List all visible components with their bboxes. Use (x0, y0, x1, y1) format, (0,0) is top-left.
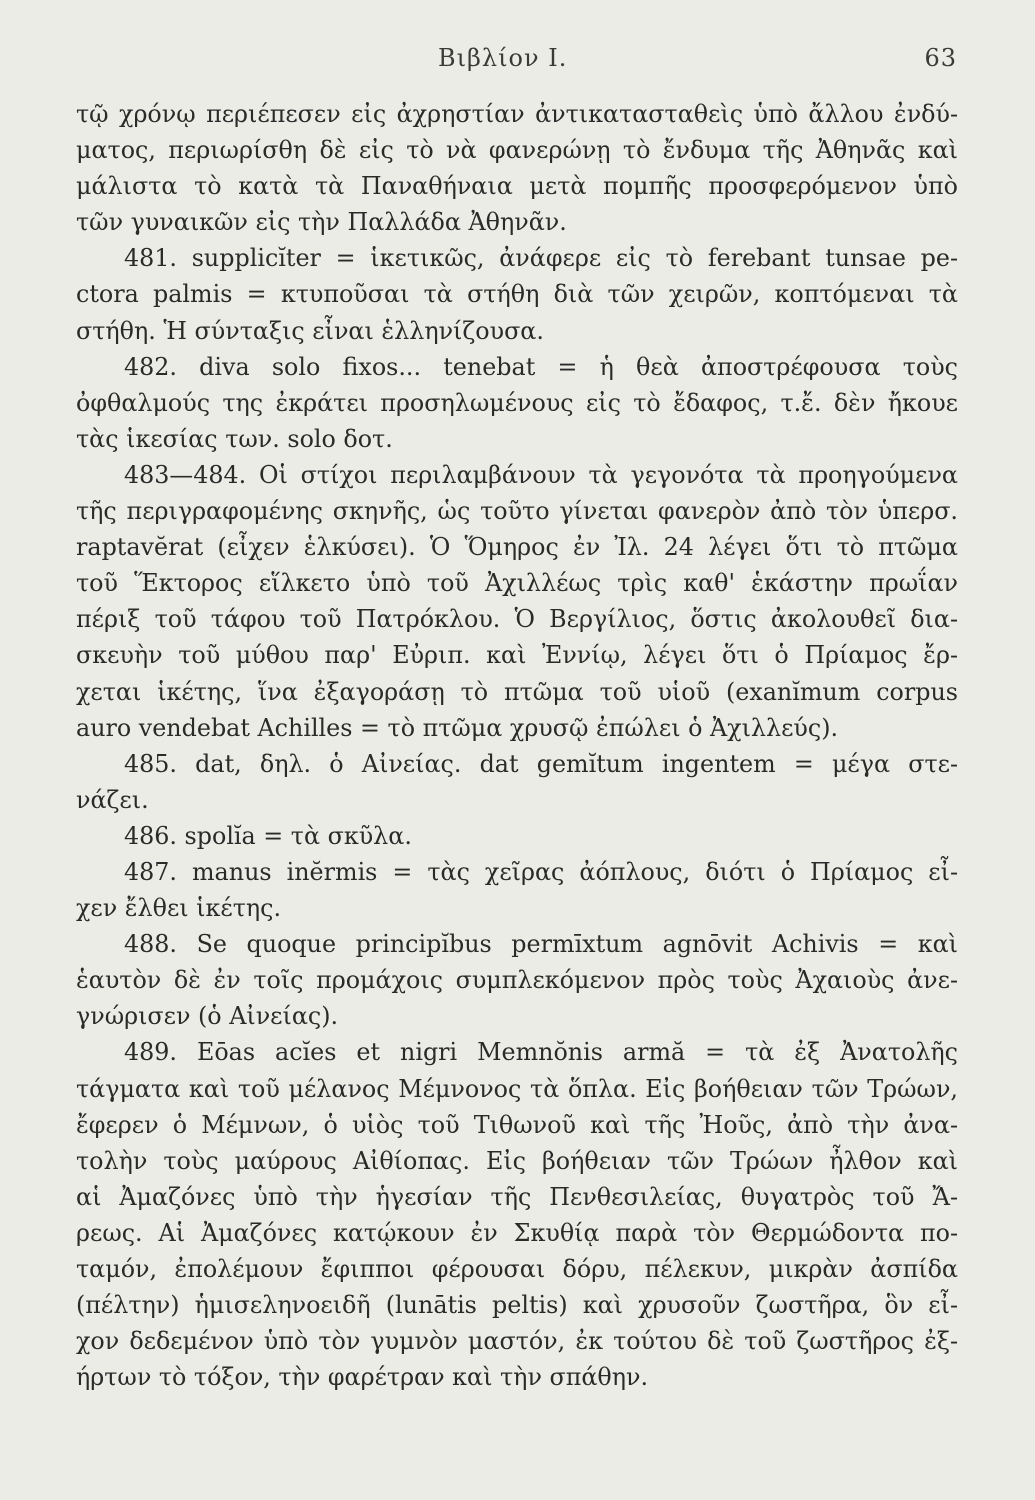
text-line: σκευὴν τοῦ μύθου παρ' Εὐριπ. καὶ Ἐννίῳ, λέγει ὅτι ὁ Πρίαμος ἔρ- (76, 641, 958, 670)
text-line: ἔφερεν ὁ Μέμνων, ὁ υἱὸς τοῦ Τιθωνοῦ καὶ τῆς Ἠοῦς, ἀπὸ τὴν ἀνα- (76, 1110, 958, 1139)
text-line: ctora palmis = κτυποῦσαι τὰ στήθη διὰ τῶν χειρῶν, κοπτόμεναι τὰ (76, 280, 958, 309)
text-line: τῶν γυναικῶν εἰς τὴν Παλλάδα Ἀθηνᾶν. (76, 208, 567, 237)
text-line: χεται ἱκέτης, ἵνα ἐξαγοράσῃ τὸ πτῶμα τοῦ υἱοῦ (exanĭmum corpus (76, 677, 958, 706)
running-title: Βιβλίον Ι. (438, 44, 568, 72)
text-line: τὰς ἱκεσίας των. solo δοτ. (76, 424, 393, 453)
text-line: 489. Eōas acĭes et nigri Memnŏnis armă = τὰ ἐξ Ἀνατολῆς (124, 1038, 958, 1067)
text-line: (πέλτην) ἡμισεληνοειδῆ (lunātis peltis) καὶ χρυσοῦν ζωστῆρα, ὃν εἶ- (76, 1291, 958, 1320)
text-line: τάγματα καὶ τοῦ μέλανος Μέμνονος τὰ ὅπλα. Εἰς βοήθειαν τῶν Τρώων, (76, 1074, 958, 1103)
text-line: ματος, περιωρίσθη δὲ εἰς τὸ νὰ φανερώνῃ τὸ ἔνδυμα τῆς Ἀθηνᾶς καὶ (76, 136, 958, 165)
text-line: 482. diva solo fixos... tenebat = ἡ θεὰ ἀποστρέφουσα τοὺς (124, 352, 958, 381)
text-line: πέριξ τοῦ τάφου τοῦ Πατρόκλου. Ὁ Βεργίλιος, ὅστις ἀκολουθεῖ δια- (76, 605, 958, 634)
text-line: ήρτων τὸ τόξον, τὴν φαρέτραν καὶ τὴν σπάθην. (76, 1363, 649, 1392)
text-line: raptavĕrat (εἶχεν ἑλκύσει). Ὁ Ὅμηρος ἐν Ἰλ. 24 λέγει ὅτι τὸ πτῶμα (76, 533, 958, 562)
text-line: 486. spolĭa = τὰ σκῦλα. (124, 821, 412, 850)
text-line: ρεως. Αἱ Ἀμαζόνες κατῴκουν ἐν Σκυθίᾳ παρὰ τὸν Θερμώδοντα πο- (76, 1218, 958, 1247)
text-line: νάζει. (76, 785, 149, 814)
text-line: 485. dat, δηλ. ὁ Αἰνείας. dat gemĭtum ingentem = μέγα στε- (124, 749, 958, 778)
text-line: τοῦ Ἕκτορος εἵλκετο ὑπὸ τοῦ Ἀχιλλέως τρὶς καθ' ἑκάστην πρωΐαν (76, 569, 958, 598)
text-line: ἑαυτὸν δὲ ἐν τοῖς προμάχοις συμπλεκόμενον πρὸς τοὺς Ἀχαιοὺς ἀνε- (76, 966, 958, 995)
text-line: γνώρισεν (ὁ Αἰνείας). (76, 1002, 339, 1031)
text-line: 483—484. Οἱ στίχοι περιλαμβάνουν τὰ γεγονότα τὰ προηγούμενα (124, 460, 958, 489)
text-line: χεν ἔλθει ἱκέτης. (76, 894, 282, 923)
commentary-text (76, 96, 958, 1395)
text-line: ὀφθαλμούς της ἐκράτει προσηλωμένους εἰς τὸ ἔδαφος, τ.ἔ. δὲν ἤκουε (76, 388, 958, 417)
page-number: 63 (924, 44, 957, 72)
text-line: τολὴν τοὺς μαύρους Αἰθίοπας. Εἰς βοήθειαν τῶν Τρώων ἦλθον καὶ (76, 1146, 958, 1175)
text-line: auro vendebat Achilles = τὸ πτῶμα χρυσῷ ἐπώλει ὁ Ἀχιλλεύς). (76, 713, 839, 742)
page-header (438, 44, 957, 84)
text-line: τῷ χρόνῳ περιέπεσεν εἰς ἀχρηστίαν ἀντικατασταθεὶς ὑπὸ ἄλλου ἐνδύ- (76, 100, 958, 128)
text-line: αἱ Ἀμαζόνες ὑπὸ τὴν ἡγεσίαν τῆς Πενθεσιλείας, θυγατρὸς τοῦ Ἄ- (76, 1182, 958, 1211)
text-line: ταμόν, ἐπολέμουν ἔφιπποι φέρουσαι δόρυ, πέλεκυν, μικρὰν ἀσπίδα (76, 1255, 958, 1283)
text-line: 487. manus inĕrmis = τὰς χεῖρας ἀόπλους, διότι ὁ Πρίαμος εἶ- (124, 857, 958, 886)
text-line: χον δεδεμένον ὑπὸ τὸν γυμνὸν μαστόν, ἐκ τούτου δὲ τοῦ ζωστῆρος ἐξ- (76, 1327, 958, 1356)
text-line: 488. Se quoque principĭbus permīxtum agnōvit Achivis = καὶ (124, 930, 958, 959)
text-line: στήθη. Ἡ σύνταξις εἶναι ἑλληνίζουσα. (76, 316, 544, 345)
text-line: μάλιστα τὸ κατὰ τὰ Παναθήναια μετὰ πομπῆς προσφερόμενον ὑπὸ (76, 172, 958, 201)
text-line: τῆς περιγραφομένης σκηνῆς, ὡς τοῦτο γίνεται φανερὸν ἀπὸ τὸν ὑπερσ. (76, 497, 958, 526)
text-line: 481. supplicĭter = ἱκετικῶς, ἀνάφερε εἰς τὸ ferebant tunsae pe- (124, 244, 958, 273)
